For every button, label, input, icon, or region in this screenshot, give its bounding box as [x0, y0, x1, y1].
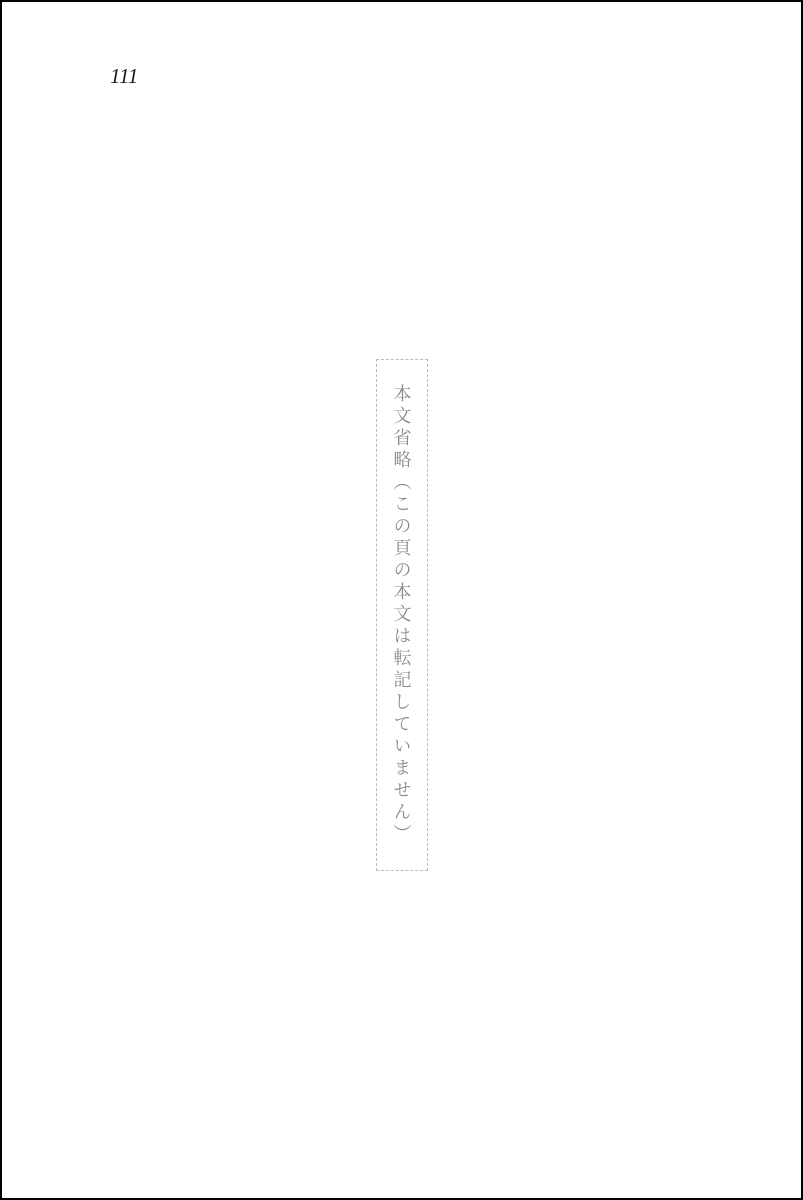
vertical-text-area: [72, 122, 731, 1108]
page-number: 111: [110, 64, 139, 88]
redacted-body-text: 本文省略（この頁の本文は転記していません）: [376, 359, 428, 871]
